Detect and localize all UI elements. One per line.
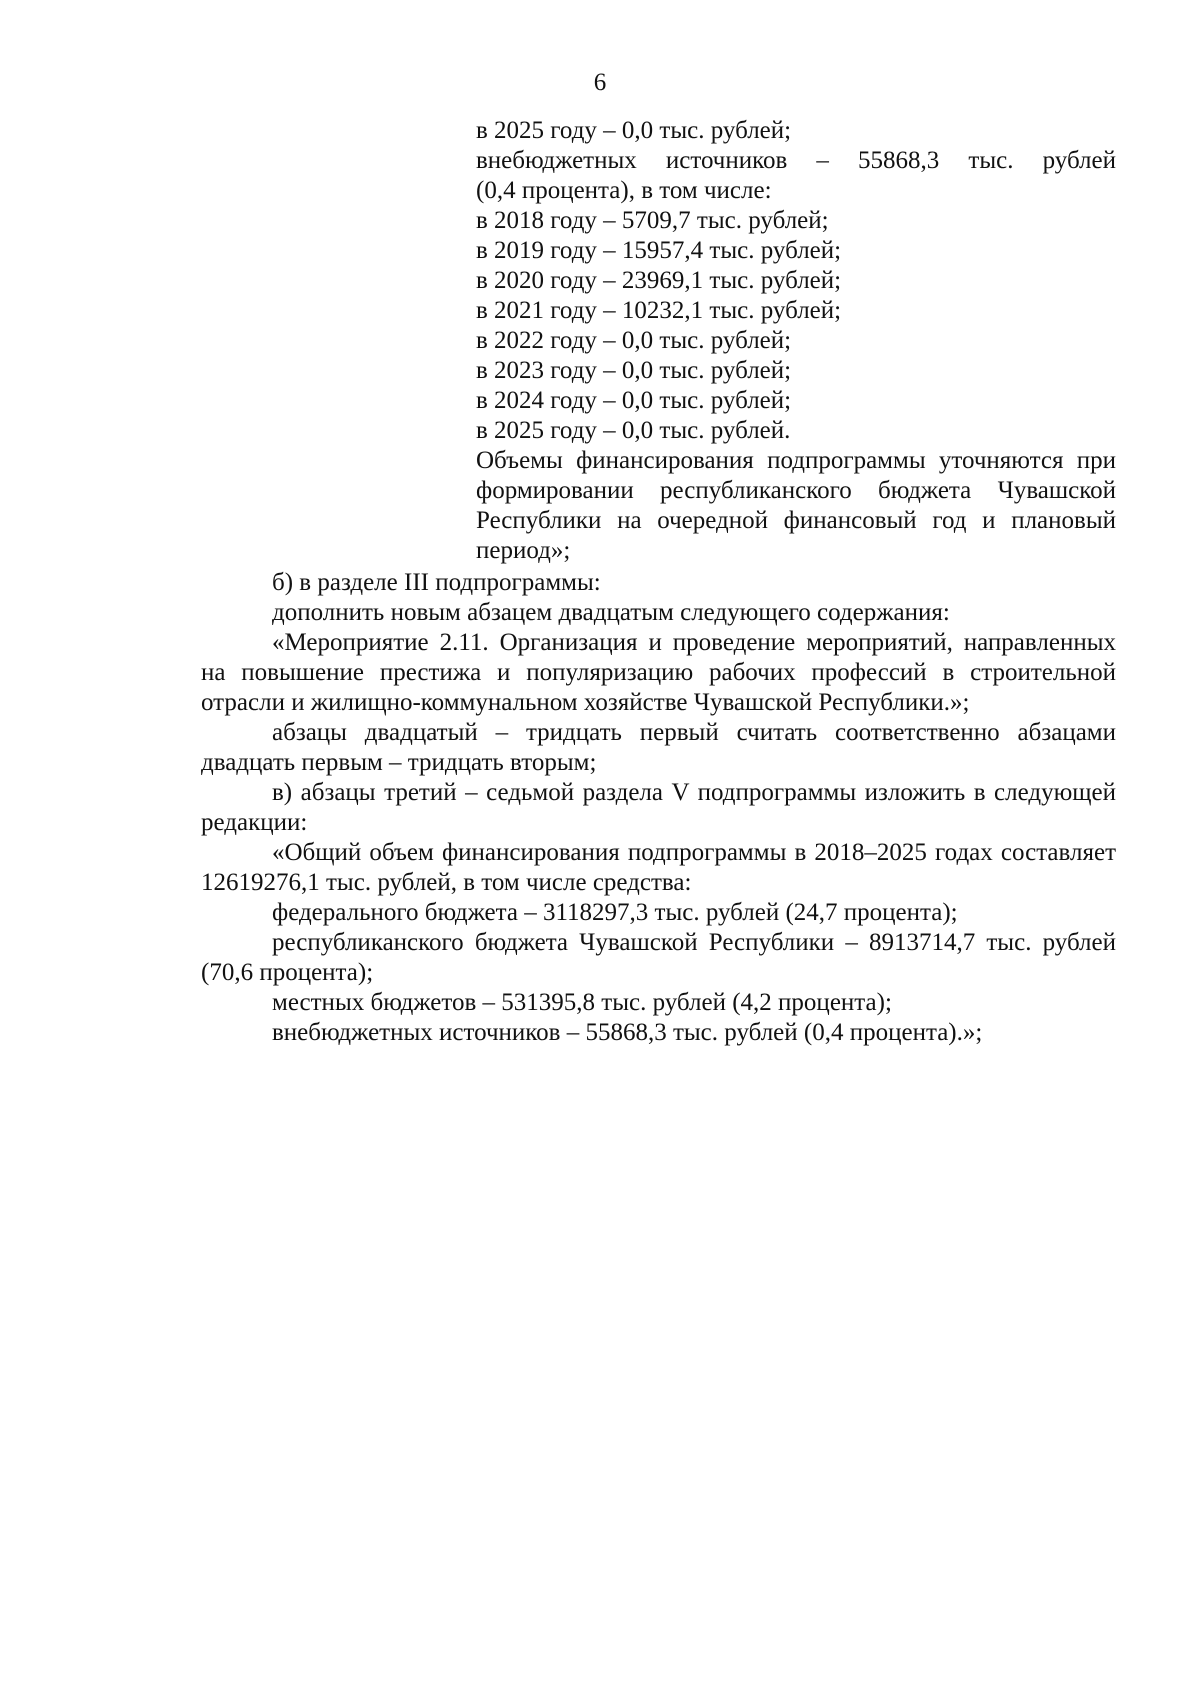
extrabudget-percent-line: (0,4 процента), в том числе: (476, 177, 772, 204)
year-2020-line: в 2020 году – 23969,1 тыс. рублей; (476, 267, 842, 294)
paragraph-add-twentieth: дополнить новым абзацем двадцатым следующего содержания: (272, 599, 950, 626)
financing-volumes-paragraph: Объемы финансирования подпрограммы уточняются при формировании республиканского бюджета Чувашской Республики на очередной финансовый год и плановый период»; (476, 447, 1116, 564)
paragraph-renumbering: абзацы двадцатый – тридцать первый считать соответственно абзацами двадцать первым – тридцать вторым; (201, 719, 1116, 776)
year-2023-line: в 2023 году – 0,0 тыс. рублей; (476, 357, 792, 384)
funding-breakdown-block (476, 116, 1116, 566)
year-2025-line: в 2025 году – 0,0 тыс. рублей. (476, 417, 791, 444)
paragraph-activity-2-11: «Мероприятие 2.11. Организация и проведение мероприятий, направленных на повышение престижа и популяризацию рабочих профессий в строительной отрасли и жилищно-коммунальном хозяйстве Чувашской Республики.»; (201, 629, 1116, 716)
paragraph-federal-budget: федерального бюджета – 3118297,3 тыс. рублей (24,7 процента); (272, 899, 958, 926)
paragraph-section-3: б) в разделе III подпрограммы: (272, 569, 601, 596)
amendments-body (201, 568, 1116, 1048)
paragraph-local-budgets: местных бюджетов – 531395,8 тыс. рублей (4,2 процента); (272, 989, 892, 1016)
year-2018-line: в 2018 году – 5709,7 тыс. рублей; (476, 207, 829, 234)
year-2025-amount-line: в 2025 году – 0,0 тыс. рублей; (476, 117, 792, 144)
paragraph-section-5: в) абзацы третий – седьмой раздела V подпрограммы изложить в следующей редакции: (201, 779, 1116, 836)
page-number: 6 (593, 69, 607, 96)
year-2024-line: в 2024 году – 0,0 тыс. рублей; (476, 387, 792, 414)
paragraph-republican-budget: республиканского бюджета Чувашской Республики – 8913714,7 тыс. рублей (70,6 процента); (201, 929, 1116, 986)
paragraph-extrabudgetary: внебюджетных источников – 55868,3 тыс. рублей (0,4 процента).»; (272, 1019, 983, 1046)
year-2019-line: в 2019 году – 15957,4 тыс. рублей; (476, 237, 842, 264)
paragraph-total-financing: «Общий объем финансирования подпрограммы в 2018–2025 годах составляет 12619276,1 тыс. рублей, в том числе средства: (201, 839, 1116, 896)
year-2022-line: в 2022 году – 0,0 тыс. рублей; (476, 327, 792, 354)
year-2021-line: в 2021 году – 10232,1 тыс. рублей; (476, 297, 842, 324)
extrabudget-total-line: внебюджетных источников – 55868,3 тыс. рублей (476, 147, 1116, 174)
